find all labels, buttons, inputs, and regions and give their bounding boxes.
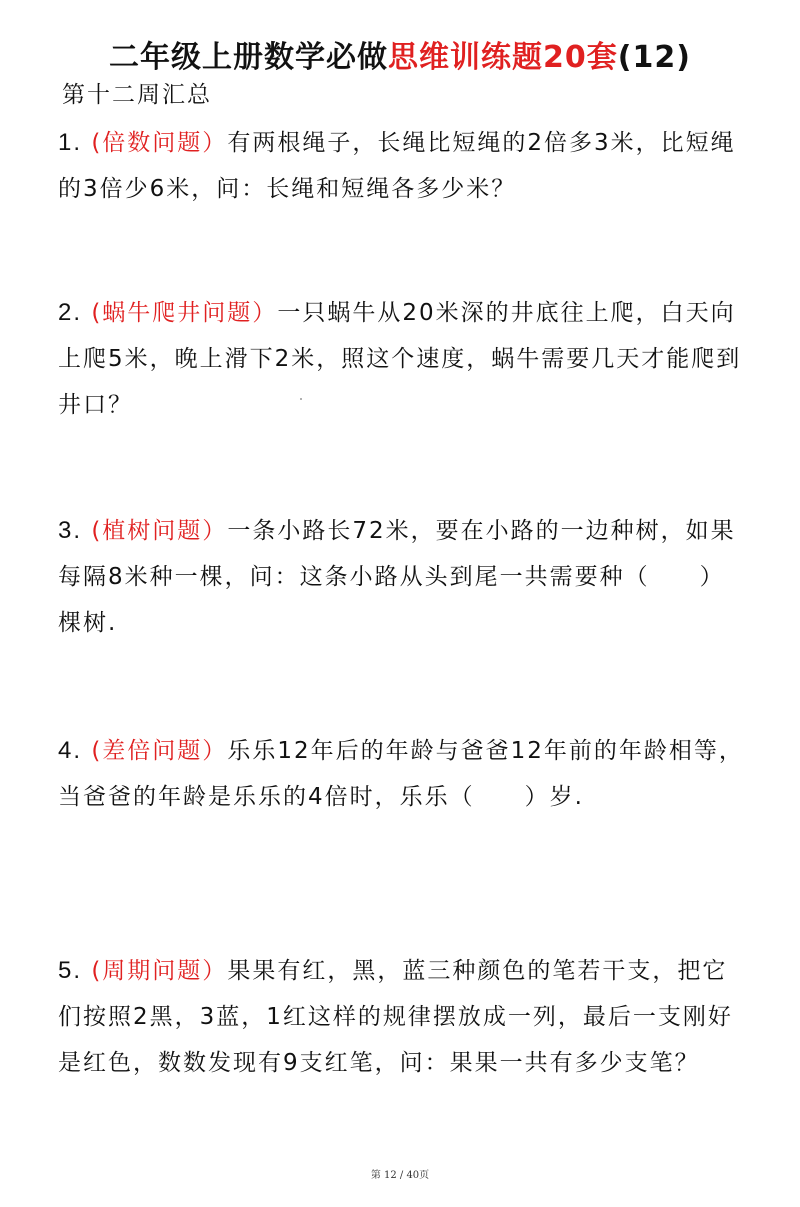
problem-category: (倍数问题） <box>91 130 228 156</box>
problem-number: 1. <box>58 129 83 156</box>
problem-category: (植树问题） <box>91 518 228 544</box>
problem-5 <box>58 948 748 1086</box>
problem-number: 3. <box>58 517 83 544</box>
problem-2 <box>58 290 748 428</box>
title-main: 二年级上册数学必做 <box>109 40 389 75</box>
problem-4 <box>58 728 748 820</box>
problem-number: 4. <box>58 737 83 764</box>
problem-text: 一条小路长72米，要在小路的一边种树，如果每隔8米种一棵，问：这条小路从头到尾一共需要种（ ）棵树. <box>58 518 736 636</box>
problem-category: (周期问题） <box>91 958 228 984</box>
problem-number: 2. <box>58 299 83 326</box>
page-title <box>0 38 800 78</box>
problem-category: (差倍问题） <box>91 738 228 764</box>
week-summary-heading: 第十二周汇总 <box>62 82 212 108</box>
title-tail: (12) <box>617 40 691 75</box>
page-number: 第 12 / 40页 <box>370 1170 430 1181</box>
problem-text: 有两根绳子，长绳比短绳的2倍多3米，比短绳的3倍少6米，问：长绳和短绳各多少米？ <box>58 130 736 202</box>
problem-text: 一只蜗牛从20米深的井底往上爬，白天向上爬5米，晚上滑下2米，照这个速度，蜗牛需要几天才能爬到井口？ <box>58 300 742 418</box>
title-accent: 思维训练题20套 <box>388 40 618 75</box>
problem-text: 果果有红，黑，蓝三种颜色的笔若干支，把它们按照2黑，3蓝，1红这样的规律摆放成一列，最后一支刚好是红色，数数发现有9支红笔，问：果果一共有多少支笔？ <box>58 958 733 1076</box>
problem-3 <box>58 508 748 646</box>
problem-category: (蜗牛爬井问题） <box>91 300 278 326</box>
problem-text: 乐乐12年后的年龄与爸爸12年前的年龄相等，当爸爸的年龄是乐乐的4倍时，乐乐（ ）岁. <box>58 738 744 810</box>
scan-speck <box>300 398 302 400</box>
problem-number: 5. <box>58 957 83 984</box>
problem-1 <box>58 120 748 212</box>
